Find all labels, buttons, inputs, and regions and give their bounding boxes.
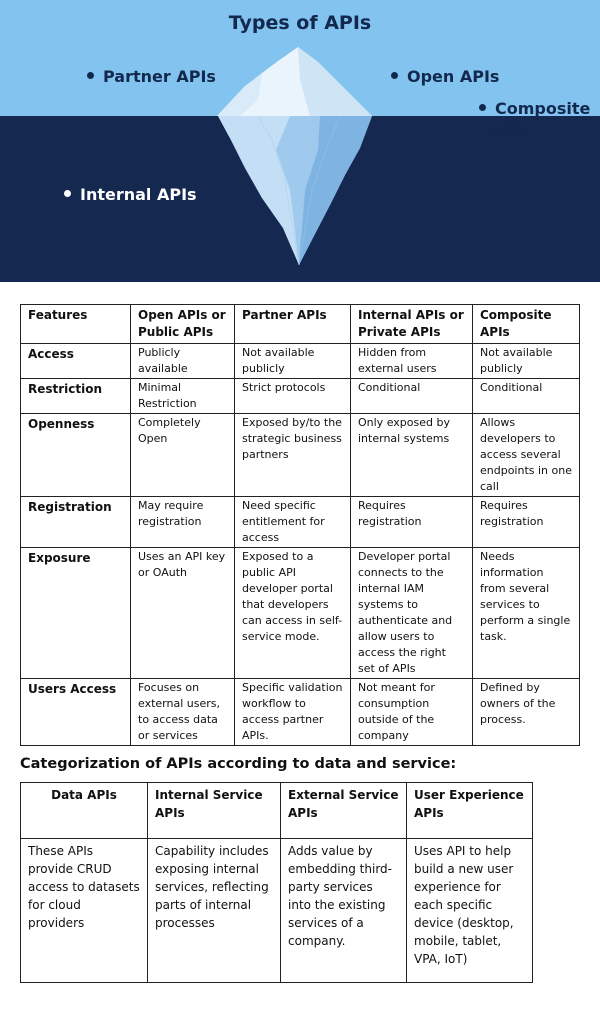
- table-cell: Requires registration: [351, 497, 473, 548]
- table-row: [21, 414, 580, 497]
- header-features: Features: [21, 305, 131, 344]
- header-user-experience-apis: User Experience APIs: [407, 783, 533, 839]
- header-internal-service-apis: Internal Service APIs: [148, 783, 281, 839]
- table-cell: Exposed by/to the strategic business partners: [235, 414, 351, 497]
- table-row: [21, 379, 580, 414]
- header-composite-apis: Composite APIs: [473, 305, 580, 344]
- table-cell: Hidden from external users: [351, 344, 473, 379]
- table-cell: Specific validation workflow to access partner APIs.: [235, 679, 351, 746]
- table-row: [21, 497, 580, 548]
- label-open-apis: Open APIs: [391, 66, 499, 88]
- table-cell: Conditional: [473, 379, 580, 414]
- table-row: [21, 839, 533, 983]
- table-cell: Completely Open: [131, 414, 235, 497]
- iceberg-tip-shade: [298, 47, 372, 116]
- table-cell: Capability includes exposing internal services, reflecting parts of internal processes: [148, 839, 281, 983]
- table-cell: These APIs provide CRUD access to datasets for cloud providers: [21, 839, 148, 983]
- table-cell: Allows developers to access several endpoints in one call: [473, 414, 580, 497]
- table-cell: Uses an API key or OAuth: [131, 548, 235, 679]
- table-cell: Focuses on external users, to access data or services: [131, 679, 235, 746]
- table-cell: Only exposed by internal systems: [351, 414, 473, 497]
- table-cell: Needs information from several services to perform a single task.: [473, 548, 580, 679]
- feature-restriction: Restriction: [21, 379, 131, 414]
- table-row: [21, 548, 580, 679]
- feature-exposure: Exposure: [21, 548, 131, 679]
- table-cell: Strict protocols: [235, 379, 351, 414]
- api-categorization-table: [20, 782, 533, 983]
- header-data-apis: Data APIs: [21, 783, 148, 839]
- feature-openness: Openness: [21, 414, 131, 497]
- table-header-row: [21, 783, 533, 839]
- table-cell: Conditional: [351, 379, 473, 414]
- bullet-dot: [64, 190, 71, 197]
- table-cell: Uses API to help build a new user experience for each specific device (desktop, mobile, tablet, VPA, IoT): [407, 839, 533, 983]
- table-row: [21, 679, 580, 746]
- feature-users-access: Users Access: [21, 679, 131, 746]
- bullet-dot: [391, 72, 398, 79]
- table-cell: Publicly available: [131, 344, 235, 379]
- table-cell: Not available publicly: [473, 344, 580, 379]
- bullet-dot: [479, 104, 486, 111]
- categorization-title: Categorization of APIs according to data and service:: [20, 756, 457, 772]
- label-internal-apis: Internal APIs: [64, 184, 197, 206]
- table-header-row: [21, 305, 580, 344]
- header-external-service-apis: External Service APIs: [281, 783, 407, 839]
- table-row: [21, 344, 580, 379]
- bullet-dot: [87, 72, 94, 79]
- api-comparison-table: [20, 304, 580, 746]
- table-cell: Exposed to a public API developer portal that developers can access in self-service mode.: [235, 548, 351, 679]
- table-cell: Not available publicly: [235, 344, 351, 379]
- header-open-apis: Open APIs or Public APIs: [131, 305, 235, 344]
- iceberg-hero: [0, 0, 600, 282]
- table-cell: Requires registration: [473, 497, 580, 548]
- table-cell: Developer portal connects to the internal IAM systems to authenticate and allow users to access the right set of APIs: [351, 548, 473, 679]
- table-cell: Not meant for consumption outside of the company: [351, 679, 473, 746]
- hero-title: Types of APIs: [228, 12, 372, 34]
- feature-access: Access: [21, 344, 131, 379]
- table-cell: Need specific entitlement for access: [235, 497, 351, 548]
- table-cell: Adds value by embedding third-party services into the existing services of a company.: [281, 839, 407, 983]
- table-cell: May require registration: [131, 497, 235, 548]
- header-internal-apis: Internal APIs or Private APIs: [351, 305, 473, 344]
- feature-registration: Registration: [21, 497, 131, 548]
- table-cell: Minimal Restriction: [131, 379, 235, 414]
- header-partner-apis: Partner APIs: [235, 305, 351, 344]
- label-composite-apis: Composite APIs: [479, 98, 590, 142]
- label-partner-apis: Partner APIs: [87, 66, 216, 88]
- table-cell: Defined by owners of the process.: [473, 679, 580, 746]
